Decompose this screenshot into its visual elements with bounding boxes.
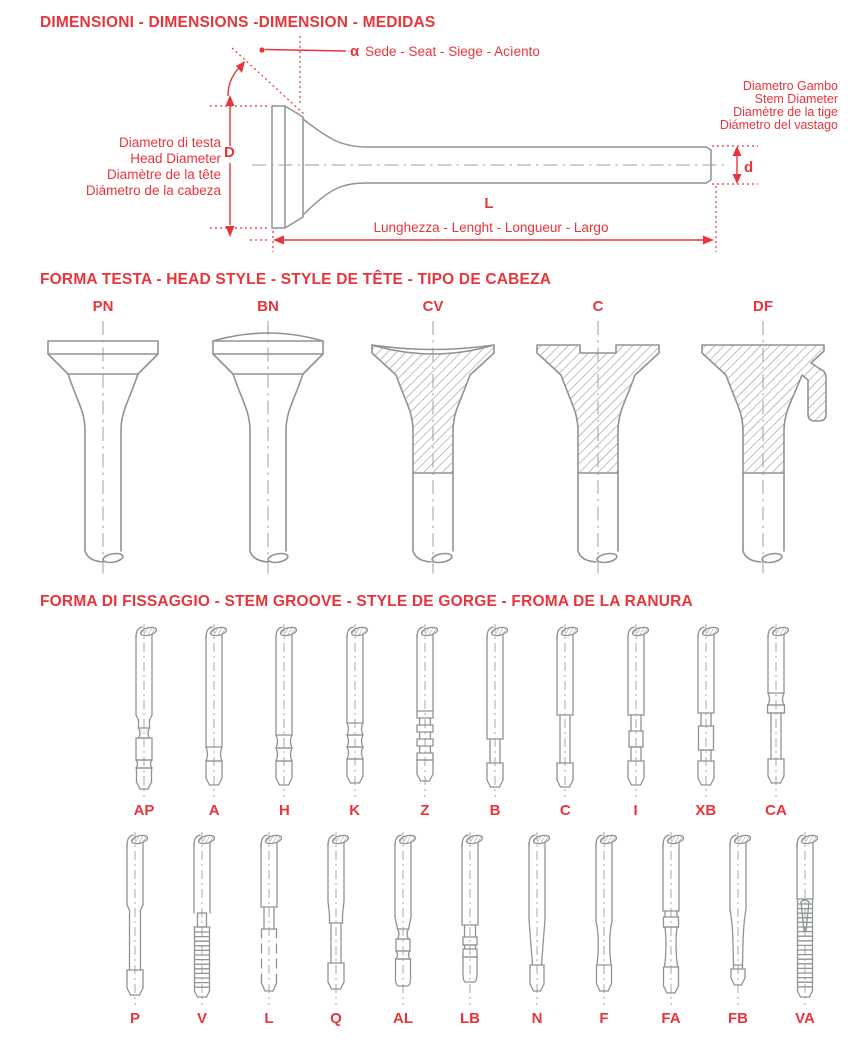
- stem-groove-figure-AL: [381, 831, 425, 1029]
- head-style-drawing-BN: [193, 317, 343, 579]
- stem-groove-figure-Z: [403, 623, 447, 821]
- stem-groove-drawing-FB: [716, 831, 760, 1007]
- length-symbol: L: [484, 195, 494, 212]
- stem-groove-drawing-H: [262, 623, 306, 799]
- stem-groove-drawing-LB: [448, 831, 492, 1007]
- stem-groove-figure-P: [113, 831, 157, 1029]
- stem-groove-label: B: [489, 802, 501, 819]
- stem-groove-label: VA: [795, 1010, 815, 1027]
- stem-groove-label: N: [531, 1010, 543, 1027]
- stem-groove-label: V: [196, 1010, 207, 1027]
- stem-groove-label: FB: [728, 1010, 748, 1027]
- stem-groove-drawing-AP: [122, 623, 166, 799]
- stem-groove-figure-AP: [122, 623, 166, 821]
- seat-label: Sede - Seat - Siege - Acìento: [365, 44, 540, 59]
- head-style-figure-BN: [193, 297, 343, 579]
- stem-groove-label: XB: [695, 802, 717, 819]
- stem-groove-label: A: [208, 802, 220, 819]
- stem-groove-figure-CA: [754, 623, 798, 821]
- stem-groove-figure-L: [247, 831, 291, 1029]
- stem-groove-label: H: [279, 802, 290, 819]
- head-diameter-line-4: Diámetro de la cabeza: [85, 183, 221, 198]
- head-style-figure-DF: [688, 297, 838, 579]
- stem-groove-figure-Q: [314, 831, 358, 1029]
- head-style-label: C: [592, 298, 604, 315]
- stem-grooves-row-2: [0, 821, 860, 1029]
- stem-groove-drawing-I: [614, 623, 658, 799]
- head-diameter-symbol: D: [224, 144, 235, 161]
- stem-groove-figure-V: [180, 831, 224, 1029]
- seat-angle-dimension: [228, 36, 540, 114]
- stem-groove-figure-H: [262, 623, 306, 821]
- stem-groove-drawing-XB: [684, 623, 728, 799]
- head-style-figure-CV: [358, 297, 508, 579]
- stem-groove-drawing-Q: [314, 831, 358, 1007]
- stem-grooves-row-1: [0, 611, 860, 821]
- stem-grooves-section: [0, 579, 860, 1029]
- head-style-label: DF: [753, 298, 773, 315]
- head-style-drawing-CV: [358, 317, 508, 579]
- stem-groove-figure-A: [192, 623, 236, 821]
- alpha-symbol: α: [350, 43, 360, 60]
- stem-groove-label: I: [633, 802, 638, 819]
- stem-diameter-dimension: [712, 79, 838, 184]
- head-diameter-line-3: Diamètre de la tête: [106, 167, 221, 182]
- stem-groove-label: Q: [330, 1010, 342, 1027]
- stem-groove-drawing-C: [543, 623, 587, 799]
- stem-groove-figure-I: [614, 623, 658, 821]
- stem-groove-drawing-Z: [403, 623, 447, 799]
- stem-groove-figure-K: [333, 623, 377, 821]
- stem-groove-drawing-F: [582, 831, 626, 1007]
- head-style-figure-PN: [28, 297, 178, 579]
- stem-groove-drawing-K: [333, 623, 377, 799]
- stem-groove-label: LB: [460, 1010, 480, 1027]
- stem-groove-label: L: [264, 1010, 274, 1027]
- stem-groove-label: C: [559, 802, 571, 819]
- head-style-label: PN: [92, 298, 114, 315]
- stem-groove-label: FA: [661, 1010, 681, 1027]
- stem-groove-label: AL: [393, 1010, 413, 1027]
- head-diameter-line-2: Head Diameter: [130, 151, 221, 166]
- head-diameter-dimension: [86, 95, 270, 237]
- head-diameter-line-1: Diametro di testa: [118, 135, 221, 150]
- stem-groove-figure-F: [582, 831, 626, 1029]
- stem-diameter-line-4: Diámetro del vastago: [719, 118, 838, 132]
- length-dimension: [250, 186, 716, 252]
- stem-diameter-line-1: Diametro Gambo: [742, 79, 838, 93]
- stem-groove-figure-FB: [716, 831, 760, 1029]
- stem-groove-label: P: [129, 1010, 140, 1027]
- stem-groove-figure-LB: [448, 831, 492, 1029]
- head-style-label: CV: [422, 298, 444, 315]
- head-style-drawing-C: [523, 317, 673, 579]
- stem-groove-drawing-N: [515, 831, 559, 1007]
- stem-groove-drawing-V: [180, 831, 224, 1007]
- head-style-figure-C: [523, 297, 673, 579]
- head-styles-section: [0, 257, 860, 579]
- stem-groove-label: Z: [420, 802, 430, 819]
- stem-groove-figure-VA: [783, 831, 827, 1029]
- stem-groove-drawing-P: [113, 831, 157, 1007]
- stem-groove-label: K: [349, 802, 361, 819]
- dimensions-section-title: DIMENSIONI - DIMENSIONS -DIMENSION - MEDIDAS: [40, 14, 436, 31]
- stem-groove-label: CA: [765, 802, 787, 819]
- stem-groove-label: AP: [133, 802, 155, 819]
- stem-groove-label: F: [599, 1010, 609, 1027]
- head-style-drawing-DF: [688, 317, 838, 579]
- stem-diameter-line-3: Diamètre de la tige: [733, 105, 838, 119]
- stem-groove-drawing-A: [192, 623, 236, 799]
- stem-groove-figure-C: [543, 623, 587, 821]
- stem-groove-drawing-B: [473, 623, 517, 799]
- stem-diameter-line-2: Stem Diameter: [754, 92, 838, 106]
- head-style-drawing-PN: [28, 317, 178, 579]
- stem-groove-figure-B: [473, 623, 517, 821]
- stem-grooves-section-title: FORMA DI FISSAGGIO - STEM GROOVE - STYLE DE GORGE - FROMA DE LA RANURA: [40, 593, 693, 610]
- stem-groove-drawing-AL: [381, 831, 425, 1007]
- stem-groove-figure-XB: [684, 623, 728, 821]
- stem-groove-drawing-L: [247, 831, 291, 1007]
- valve-dimension-diagram: [0, 32, 860, 257]
- dimensions-section: [0, 0, 860, 257]
- head-style-label: BN: [257, 298, 279, 315]
- stem-groove-drawing-CA: [754, 623, 798, 799]
- length-label: Lunghezza - Lenght - Longueur - Largo: [373, 220, 609, 235]
- stem-groove-figure-FA: [649, 831, 693, 1029]
- stem-groove-drawing-FA: [649, 831, 693, 1007]
- stem-groove-drawing-VA: [783, 831, 827, 1007]
- stem-groove-figure-N: [515, 831, 559, 1029]
- head-styles-row: [0, 289, 860, 579]
- head-styles-section-title: FORMA TESTA - HEAD STYLE - STYLE DE TÊTE - TIPO DE CABEZA: [40, 271, 552, 288]
- stem-diameter-symbol: d: [744, 159, 754, 176]
- seat-point-dot: [259, 47, 264, 52]
